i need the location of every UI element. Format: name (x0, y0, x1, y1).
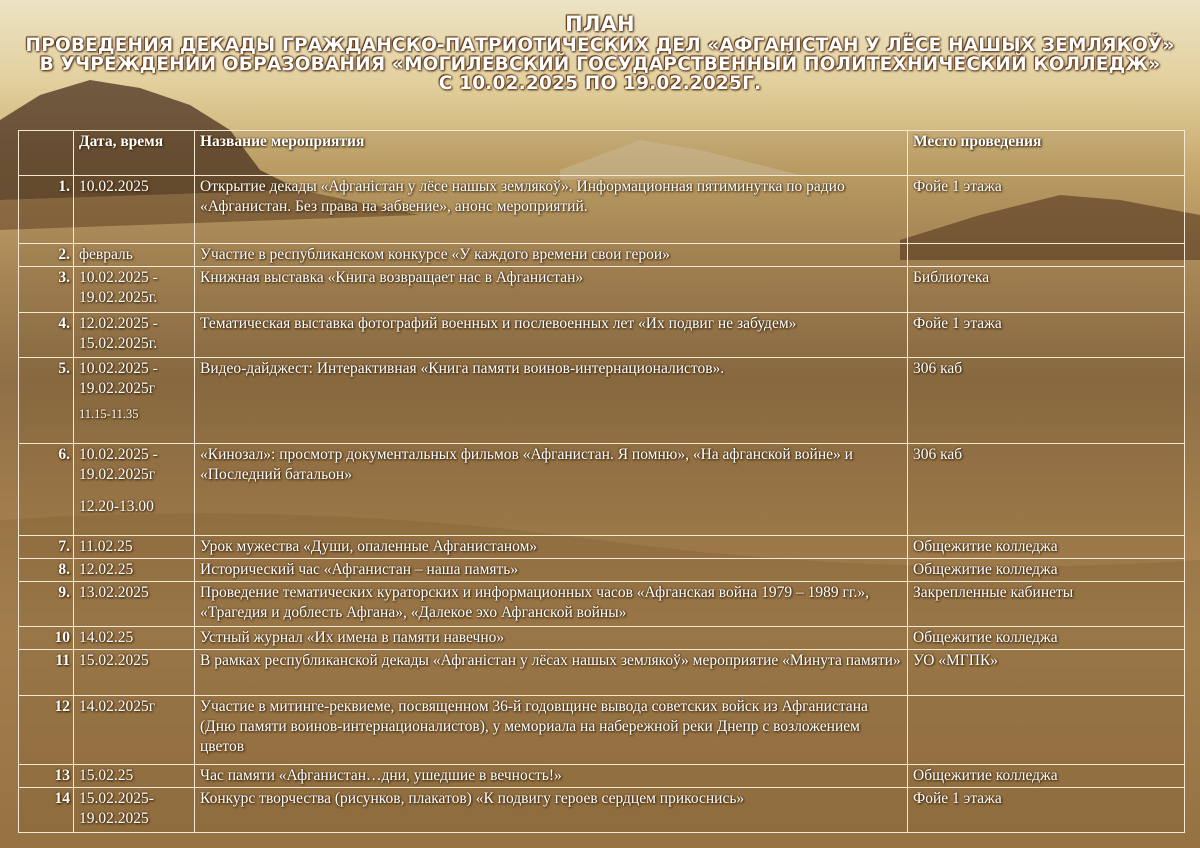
table-row (19, 313, 1185, 358)
row-event: Участие в республиканском конкурсе «У каждого времени свои герои» (195, 244, 908, 267)
row-date: 15.02.25 (74, 765, 195, 788)
table-row (19, 176, 1185, 244)
row-place (908, 244, 1185, 267)
row-place: Общежитие колледжа (908, 536, 1185, 559)
row-date: 12.02.2025 - 15.02.2025г. (74, 313, 195, 358)
row-event: В рамках республиканской декады «Афганістан у лёсах нашых землякоў» мероприятие «Минута памяти» (195, 650, 908, 696)
table-row (19, 444, 1185, 536)
row-place: Фойе 1 этажа (908, 788, 1185, 833)
row-place (908, 696, 1185, 765)
row-date: 10.02.2025 - 19.02.2025г. (74, 267, 195, 313)
row-num: 14 (19, 788, 74, 833)
row-date: 14.02.25 (74, 627, 195, 650)
table-row (19, 765, 1185, 788)
row-num: 12 (19, 696, 74, 765)
row-time: 12.20-13.00 (79, 498, 154, 515)
row-num: 9. (19, 582, 74, 627)
row-place: Фойе 1 этажа (908, 313, 1185, 358)
document-title (0, 12, 1200, 93)
row-date: 11.02.25 (74, 536, 195, 559)
table-row (19, 627, 1185, 650)
row-event: Тематическая выставка фотографий военных и послевоенных лет «Их подвиг не забудем» (195, 313, 908, 358)
header-date: Дата, время (74, 131, 195, 176)
row-date-cell (74, 444, 195, 536)
title-line-4: С 10.02.2025 ПО 19.02.2025Г. (438, 73, 762, 94)
row-place: 306 каб (908, 358, 1185, 444)
row-event: Урок мужества «Души, опаленные Афганистаном» (195, 536, 908, 559)
table-row (19, 582, 1185, 627)
table-row (19, 696, 1185, 765)
title-line-1: ПЛАН (565, 12, 635, 36)
table-row (19, 358, 1185, 444)
row-place: Фойе 1 этажа (908, 176, 1185, 244)
row-place: Закрепленные кабинеты (908, 582, 1185, 627)
table-row (19, 244, 1185, 267)
row-num: 7. (19, 536, 74, 559)
row-date: 10.02.2025 - 19.02.2025г (79, 360, 158, 397)
row-time: 11.15-11.35 (79, 407, 139, 421)
header-place: Место проведения (908, 131, 1185, 176)
row-num: 3. (19, 267, 74, 313)
row-event: Конкурс творчества (рисунков, плакатов) «К подвигу героев сердцем прикоснись» (195, 788, 908, 833)
table-row (19, 559, 1185, 582)
row-event: Проведение тематических кураторских и информационных часов «Афганская война 1979 – 1989 гг.», «Трагедия и доблесть Афгана», «Далекое эхо Афганской войны» (195, 582, 908, 627)
row-event: Исторический час «Афганистан – наша память» (195, 559, 908, 582)
table-header-row (19, 131, 1185, 176)
row-date: 15.02.2025- 19.02.2025 (74, 788, 195, 833)
row-num: 5. (19, 358, 74, 444)
header-name: Название мероприятия (195, 131, 908, 176)
row-num: 1. (19, 176, 74, 244)
row-event: Видео-дайджест: Интерактивная «Книга памяти воинов-интернационалистов». (195, 358, 908, 444)
title-line-3: В УЧРЕЖДЕНИИ ОБРАЗОВАНИЯ «МОГИЛЕВСКИЙ ГОСУДАРСТВЕННЫЙ ПОЛИТЕХНИЧЕСКИЙ КОЛЛЕДЖ» (39, 54, 1161, 75)
row-date: 12.02.25 (74, 559, 195, 582)
row-date: 10.02.2025 (74, 176, 195, 244)
row-event: Час памяти «Афганистан…дни, ушедшие в вечность!» (195, 765, 908, 788)
row-num: 11 (19, 650, 74, 696)
events-table (18, 130, 1185, 833)
row-event: Участие в митинге-реквиеме, посвященном 36-й годовщине вывода советских войск из Афганистана (Дню памяти воинов-интернационалистов), у мемориала на набережной реки Днепр с возложением цветов (195, 696, 908, 765)
row-date: февраль (74, 244, 195, 267)
row-place: УО «МГПК» (908, 650, 1185, 696)
table-row (19, 536, 1185, 559)
row-place: Общежитие колледжа (908, 627, 1185, 650)
row-event: «Кинозал»: просмотр документальных фильмов «Афганистан. Я помню», «На афганской войне» и «Последний батальон» (195, 444, 908, 536)
row-num: 4. (19, 313, 74, 358)
header-num (19, 131, 74, 176)
row-place: Общежитие колледжа (908, 765, 1185, 788)
row-num: 13 (19, 765, 74, 788)
row-num: 8. (19, 559, 74, 582)
row-event: Открытие декады «Афганістан у лёсе нашых землякоў». Информационная пятиминутка по радио «Афганистан. Без права на забвение», анонс мероприятий. (195, 176, 908, 244)
row-date: 15.02.2025 (74, 650, 195, 696)
row-event: Устный журнал «Их имена в памяти навечно» (195, 627, 908, 650)
table-row (19, 650, 1185, 696)
table-row (19, 788, 1185, 833)
title-line-2: ПРОВЕДЕНИЯ ДЕКАДЫ ГРАЖДАНСКО-ПАТРИОТИЧЕСКИХ ДЕЛ «АФГАНІСТАН У ЛЁСЕ НАШЫХ ЗЕМЛЯКОЎ» (25, 35, 1175, 56)
row-num: 6. (19, 444, 74, 536)
row-place: 306 каб (908, 444, 1185, 536)
table-row (19, 267, 1185, 313)
row-place: Общежитие колледжа (908, 559, 1185, 582)
row-date-cell (74, 358, 195, 444)
row-num: 10 (19, 627, 74, 650)
row-place: Библиотека (908, 267, 1185, 313)
row-num: 2. (19, 244, 74, 267)
row-date: 13.02.2025 (74, 582, 195, 627)
row-date: 10.02.2025 - 19.02.2025г (79, 446, 158, 483)
row-event: Книжная выставка «Книга возвращает нас в Афганистан» (195, 267, 908, 313)
row-date: 14.02.2025г (74, 696, 195, 765)
